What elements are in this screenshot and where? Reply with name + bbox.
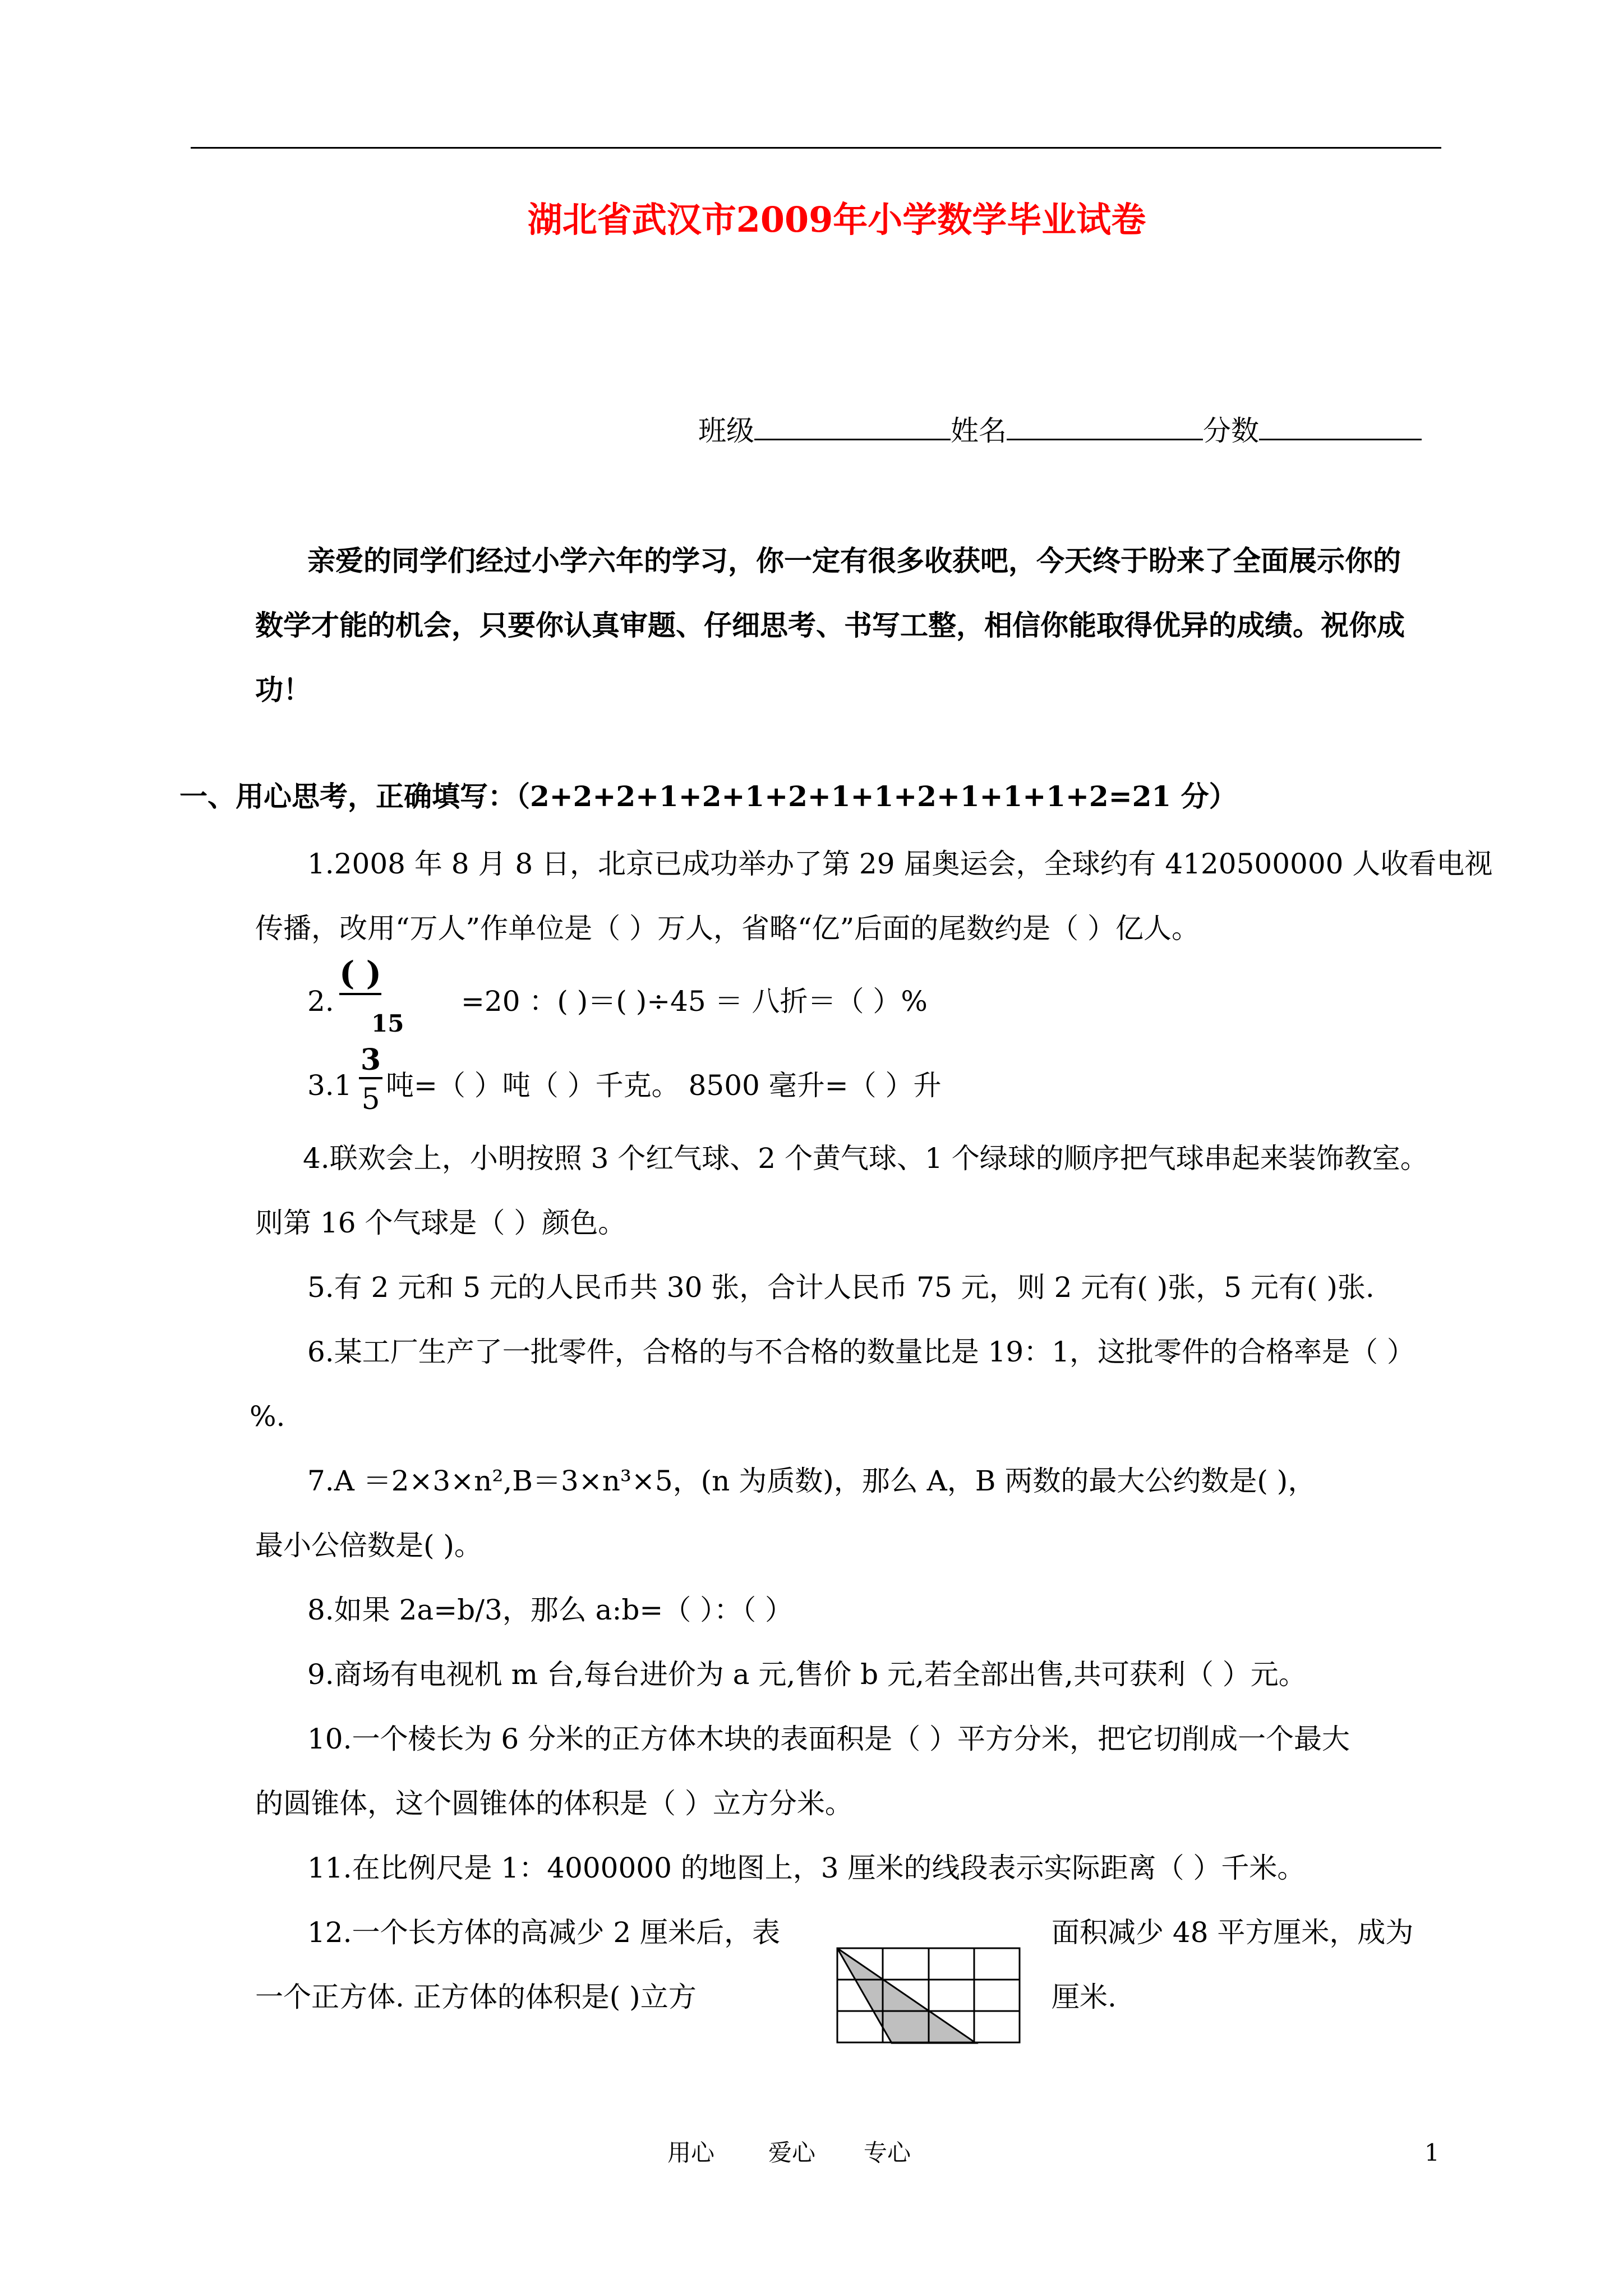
footer-motto-3: 专心 <box>864 2139 911 2166</box>
section-heading: 一、用心思考，正确填写：（2+2+2+1+2+1+2+1+1+2+1+1+1+2=21 分） <box>179 780 1237 813</box>
intro-line-2: 数学才能的机会，只要你认真审题、仔细思考、书写工整，相信你能取得优异的成绩。祝你成 <box>255 609 1405 642</box>
question-12-right-1: 面积减少 48 平方厘米，成为 <box>1052 1916 1414 1949</box>
footer-motto-2: 爱心 <box>768 2139 816 2166</box>
question-4-line-2: 则第 16 个气球是（ ）颜色。 <box>255 1207 626 1239</box>
question-2-fraction-denominator: 15 <box>371 1010 404 1037</box>
question-3-fraction-denominator: 5 <box>361 1083 380 1116</box>
question-5: 5.有 2 元和 5 元的人民币共 30 张，合计人民币 75 元，则 2 元有( )张，5 元有( )张. <box>307 1271 1375 1304</box>
page-title: 湖北省武汉市2009年小学数学毕业试卷 <box>527 199 1146 240</box>
score-field[interactable] <box>1259 414 1422 440</box>
question-2-rest: =20 ：( )＝( )÷45 ＝ 八折＝（ ）% <box>461 985 928 1018</box>
page-number: 1 <box>1424 2139 1440 2166</box>
class-label: 班级 <box>698 415 754 447</box>
intro-line-1: 亲爱的同学们经过小学六年的学习，你一定有很多收获吧，今天终于盼来了全面展示你的 <box>307 544 1401 577</box>
name-label: 姓名 <box>951 415 1007 447</box>
footer-motto-1: 用心 <box>667 2139 715 2166</box>
question-2-fraction-numerator: ( ) <box>339 954 381 995</box>
question-12-left-1: 12.一个长方体的高减少 2 厘米后，表 <box>307 1916 781 1949</box>
header-rule <box>191 147 1441 149</box>
question-8: 8.如果 2a=b/3，那么 a:b=（ ）：（ ） <box>307 1594 794 1626</box>
question-10-line-1: 10.一个棱长为 6 分米的正方体木块的表面积是（ ）平方分米，把它切削成一个最大 <box>307 1723 1350 1755</box>
question-2-prefix: 2. <box>307 985 334 1018</box>
shaded-triangle <box>837 1948 976 2043</box>
question-12-left-2: 一个正方体. 正方体的体积是( )立方 <box>255 1981 697 2013</box>
question-9: 9.商场有电视机 m 台,每台进价为 a 元,售价 b 元,若全部出售,共可获利（ ）元。 <box>307 1658 1307 1691</box>
question-3-prefix: 3.1 <box>307 1069 352 1102</box>
class-field[interactable] <box>754 414 951 440</box>
intro-line-3: 功！ <box>255 673 311 706</box>
question-12-right-2: 厘米. <box>1052 1981 1117 2013</box>
question-7-line-2: 最小公倍数是( )。 <box>255 1529 482 1562</box>
question-3-rest: 吨=（ ）吨（ ）千克。 8500 毫升=（ ）升 <box>386 1069 942 1102</box>
question-6-line-2: %. <box>250 1400 285 1433</box>
question-10-line-2: 的圆锥体，这个圆锥体的体积是（ ）立方分米。 <box>255 1787 853 1820</box>
info-line <box>698 414 1422 448</box>
score-label: 分数 <box>1203 415 1259 447</box>
question-4-line-1: 4.联欢会上，小明按照 3 个红气球、2 个黄气球、1 个绿球的顺序把气球串起来装饰教室。 <box>303 1142 1428 1175</box>
question-1-line-1: 1.2008 年 8 月 8 日，北京已成功举办了第 29 届奥运会，全球约有 4120500000 人收看电视 <box>307 848 1493 880</box>
question-11: 11.在比例尺是 1：4000000 的地图上，3 厘米的线段表示实际距离（ ）千米。 <box>307 1852 1306 1884</box>
grid-triangle-figure <box>836 1947 1023 2045</box>
name-field[interactable] <box>1007 414 1203 440</box>
question-1-line-2: 传播，改用“万人”作单位是（ ）万人，省略“亿”后面的尾数约是（ ）亿人。 <box>255 912 1200 945</box>
question-3-fraction-numerator: 3 <box>359 1043 382 1079</box>
question-6-line-1: 6.某工厂生产了一批零件，合格的与不合格的数量比是 19：1，这批零件的合格率是（ ） <box>307 1336 1415 1368</box>
question-7-line-1: 7.A ＝2×3×n²,B＝3×n³×5，(n 为质数)，那么 A，B 两数的最大公约数是( )， <box>307 1465 1316 1497</box>
